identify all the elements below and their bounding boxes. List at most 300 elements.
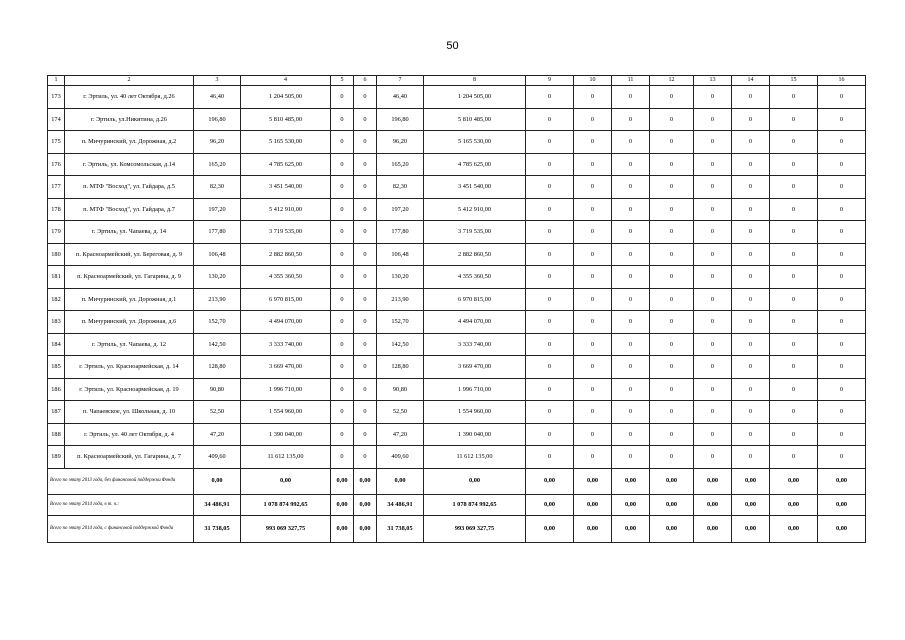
value-cell: 0 [612,176,650,199]
value-cell: 1 996 710,00 [424,378,526,401]
column-number-cell: 15 [770,76,818,86]
total-value-cell: 0,00 [650,468,694,494]
total-value-cell: 0,00 [574,515,612,542]
total-value-cell: 0,00 [526,515,574,542]
value-cell: 0 [770,176,818,199]
value-cell: 196,80 [194,108,241,131]
value-cell: 5 165 530,00 [241,131,331,154]
value-cell: 0 [694,176,732,199]
value-cell: 46,40 [194,86,241,109]
total-value-cell: 0,00 [732,515,770,542]
address-cell: г. Эртиль, ул. Чапаева, д. 12 [65,333,194,356]
value-cell: 47,20 [194,423,241,446]
total-value-cell: 0,00 [694,468,732,494]
value-cell: 0 [574,378,612,401]
total-value-cell: 0,00 [526,494,574,515]
column-number-cell: 13 [694,76,732,86]
address-cell: п. Красноармейский, ул. Гагарина, д. 7 [65,446,194,469]
value-cell: 177,80 [194,221,241,244]
value-cell: 165,20 [377,153,424,176]
row-number-cell: 179 [48,221,65,244]
value-cell: 0 [354,131,377,154]
total-value-cell: 0,00 [331,494,354,515]
value-cell: 0 [818,333,866,356]
row-number-cell: 175 [48,131,65,154]
value-cell: 0 [694,221,732,244]
value-cell: 4 494 070,00 [424,311,526,334]
column-number-row [48,76,866,86]
value-cell: 0 [574,266,612,289]
value-cell: 0 [732,176,770,199]
total-value-cell: 0,00 [770,515,818,542]
total-value-cell: 0,00 [650,494,694,515]
value-cell: 0 [694,333,732,356]
total-value-cell: 0,00 [818,515,866,542]
value-cell: 0 [526,153,574,176]
table-row [48,176,866,199]
address-cell: п. Мичуринский, ул. Дорожная, д.1 [65,288,194,311]
value-cell: 130,20 [377,266,424,289]
value-cell: 1 204 505,00 [424,86,526,109]
row-number-cell: 189 [48,446,65,469]
value-cell: 0 [770,198,818,221]
value-cell: 0 [574,401,612,424]
value-cell: 106,48 [377,243,424,266]
value-cell: 0 [574,356,612,379]
row-number-cell: 183 [48,311,65,334]
value-cell: 213,90 [194,288,241,311]
value-cell: 4 785 625,00 [241,153,331,176]
value-cell: 1 390 040,00 [241,423,331,446]
value-cell: 0 [354,401,377,424]
value-cell: 0 [650,86,694,109]
value-cell: 0 [526,221,574,244]
column-number-cell: 3 [194,76,241,86]
value-cell: 0 [770,356,818,379]
value-cell: 1 390 040,00 [424,423,526,446]
value-cell: 0 [694,198,732,221]
value-cell: 52,50 [377,401,424,424]
total-row [48,468,866,494]
value-cell: 0 [331,198,354,221]
row-number-cell: 185 [48,356,65,379]
value-cell: 0 [818,86,866,109]
total-value-cell: 0,00 [650,515,694,542]
value-cell: 0 [354,176,377,199]
value-cell: 0 [650,108,694,131]
value-cell: 0 [331,333,354,356]
total-value-cell: 993 069 327,75 [241,515,331,542]
address-cell: г. Эртиль, ул.Никитина, д.26 [65,108,194,131]
value-cell: 0 [694,446,732,469]
address-cell: г. Эртиль, ул. Комсомольская, д.14 [65,153,194,176]
table-row [48,266,866,289]
value-cell: 0 [732,423,770,446]
table-row [48,356,866,379]
column-number-cell: 14 [732,76,770,86]
value-cell: 0 [574,176,612,199]
value-cell: 0 [331,108,354,131]
value-cell: 0 [526,423,574,446]
page-number: 50 [446,40,459,52]
value-cell: 0 [526,266,574,289]
value-cell: 3 719 535,00 [424,221,526,244]
value-cell: 0 [612,266,650,289]
value-cell: 0 [574,86,612,109]
total-value-cell: 0,00 [612,515,650,542]
value-cell: 0 [574,131,612,154]
value-cell: 0 [574,288,612,311]
value-cell: 0 [612,243,650,266]
value-cell: 0 [331,86,354,109]
value-cell: 0 [770,86,818,109]
value-cell: 0 [612,378,650,401]
value-cell: 0 [694,311,732,334]
value-cell: 0 [354,86,377,109]
value-cell: 0 [650,401,694,424]
value-cell: 0 [331,131,354,154]
value-cell: 0 [354,311,377,334]
value-cell: 0 [331,401,354,424]
value-cell: 0 [732,266,770,289]
value-cell: 0 [574,423,612,446]
value-cell: 0 [732,378,770,401]
value-cell: 3 333 740,00 [424,333,526,356]
value-cell: 0 [694,86,732,109]
value-cell: 0 [331,356,354,379]
value-cell: 0 [612,311,650,334]
value-cell: 0 [818,356,866,379]
value-cell: 52,50 [194,401,241,424]
value-cell: 177,80 [377,221,424,244]
total-value-cell: 0,00 [612,494,650,515]
value-cell: 0 [818,266,866,289]
value-cell: 0 [770,266,818,289]
value-cell: 0 [354,356,377,379]
total-value-cell: 0,00 [194,468,241,494]
value-cell: 1 554 960,00 [424,401,526,424]
value-cell: 0 [526,243,574,266]
address-cell: п. Красноармейский, ул. Гагарина, д. 9 [65,266,194,289]
total-value-cell: 0,00 [331,515,354,542]
value-cell: 0 [574,243,612,266]
total-value-cell: 0,00 [732,468,770,494]
value-cell: 0 [574,198,612,221]
value-cell: 0 [574,333,612,356]
value-cell: 130,20 [194,266,241,289]
address-cell: п. Мичуринский, ул. Дорожная, д.2 [65,131,194,154]
value-cell: 0 [612,131,650,154]
table-row [48,401,866,424]
value-cell: 0 [612,288,650,311]
row-number-cell: 177 [48,176,65,199]
value-cell: 0 [354,221,377,244]
value-cell: 0 [770,333,818,356]
value-cell: 409,60 [194,446,241,469]
value-cell: 0 [526,288,574,311]
value-cell: 0 [650,243,694,266]
column-number-cell: 8 [424,76,526,86]
value-cell: 3 669 470,00 [424,356,526,379]
value-cell: 0 [574,311,612,334]
value-cell: 0 [770,131,818,154]
value-cell: 0 [612,221,650,244]
value-cell: 2 882 860,50 [424,243,526,266]
value-cell: 5 412 910,00 [241,198,331,221]
address-cell: п. МТФ "Восход", ул. Гайдара, д.5 [65,176,194,199]
value-cell: 0 [331,288,354,311]
value-cell: 0 [526,378,574,401]
total-label-cell: Всего по этапу 2014 года, в т. ч.: [48,494,194,515]
value-cell: 0 [354,153,377,176]
value-cell: 0 [818,153,866,176]
value-cell: 0 [574,446,612,469]
column-number-cell: 11 [612,76,650,86]
value-cell: 0 [526,198,574,221]
value-cell: 0 [354,243,377,266]
value-cell: 0 [770,108,818,131]
row-number-cell: 186 [48,378,65,401]
value-cell: 0 [650,446,694,469]
value-cell: 0 [526,131,574,154]
value-cell: 0 [770,311,818,334]
value-cell: 0 [612,446,650,469]
value-cell: 0 [612,86,650,109]
value-cell: 213,90 [377,288,424,311]
housing-register-table [47,75,866,543]
total-value-cell: 0,00 [694,494,732,515]
value-cell: 0 [526,176,574,199]
value-cell: 0 [526,446,574,469]
value-cell: 0 [331,446,354,469]
value-cell: 3 719 535,00 [241,221,331,244]
value-cell: 0 [526,333,574,356]
value-cell: 5 165 530,00 [424,131,526,154]
row-number-cell: 184 [48,333,65,356]
value-cell: 197,20 [194,198,241,221]
value-cell: 0 [818,131,866,154]
total-value-cell: 0,00 [241,468,331,494]
row-number-cell: 188 [48,423,65,446]
value-cell: 0 [354,108,377,131]
total-value-cell: 0,00 [354,515,377,542]
value-cell: 0 [694,401,732,424]
column-number-cell: 12 [650,76,694,86]
value-cell: 0 [732,198,770,221]
value-cell: 0 [770,243,818,266]
value-cell: 6 970 815,00 [241,288,331,311]
value-cell: 0 [650,131,694,154]
total-label-cell: Всего по этапу 2013 года, без финансовой поддержки Фонда [48,468,194,494]
total-value-cell: 0,00 [770,468,818,494]
value-cell: 5 412 910,00 [424,198,526,221]
table-row [48,288,866,311]
value-cell: 4 494 070,00 [241,311,331,334]
total-row [48,494,866,515]
value-cell: 0 [526,356,574,379]
value-cell: 409,60 [377,446,424,469]
total-label-cell: Всего по этапу 2014 года, с финансовой поддержкой Фонда [48,515,194,542]
total-value-cell: 0,00 [354,494,377,515]
value-cell: 0 [354,198,377,221]
value-cell: 0 [331,311,354,334]
address-cell: п. Мичуринский, ул. Дорожная, д.6 [65,311,194,334]
table-row [48,131,866,154]
value-cell: 142,50 [194,333,241,356]
total-value-cell: 0,00 [377,468,424,494]
value-cell: 0 [732,311,770,334]
value-cell: 128,80 [194,356,241,379]
value-cell: 0 [770,401,818,424]
table-row [48,153,866,176]
value-cell: 0 [818,311,866,334]
value-cell: 0 [612,423,650,446]
total-value-cell: 0,00 [694,515,732,542]
value-cell: 0 [818,446,866,469]
table-row [48,378,866,401]
value-cell: 0 [354,333,377,356]
value-cell: 0 [331,378,354,401]
total-value-cell: 0,00 [612,468,650,494]
address-cell: п. Чапаевское, ул. Школьная, д. 10 [65,401,194,424]
value-cell: 0 [694,153,732,176]
table-row [48,333,866,356]
value-cell: 196,80 [377,108,424,131]
value-cell: 0 [354,423,377,446]
column-number-cell: 2 [65,76,194,86]
value-cell: 96,20 [377,131,424,154]
column-number-cell: 1 [48,76,65,86]
value-cell: 0 [770,153,818,176]
address-cell: г. Эртиль, ул. Красноармейская, д. 14 [65,356,194,379]
value-cell: 11 612 135,00 [424,446,526,469]
value-cell: 0 [526,311,574,334]
value-cell: 0 [331,176,354,199]
table-row [48,108,866,131]
column-number-cell: 7 [377,76,424,86]
value-cell: 0 [526,86,574,109]
value-cell: 0 [818,243,866,266]
table-row [48,446,866,469]
column-number-cell: 4 [241,76,331,86]
total-value-cell: 0,00 [354,468,377,494]
value-cell: 0 [612,198,650,221]
value-cell: 0 [732,356,770,379]
value-cell: 1 554 960,00 [241,401,331,424]
value-cell: 0 [732,86,770,109]
value-cell: 4 355 360,50 [424,266,526,289]
row-number-cell: 187 [48,401,65,424]
value-cell: 128,80 [377,356,424,379]
value-cell: 0 [331,221,354,244]
value-cell: 0 [354,378,377,401]
value-cell: 0 [331,243,354,266]
value-cell: 0 [732,153,770,176]
value-cell: 82,30 [194,176,241,199]
table-row [48,198,866,221]
value-cell: 0 [354,446,377,469]
value-cell: 5 810 485,00 [424,108,526,131]
total-value-cell: 0,00 [424,468,526,494]
value-cell: 0 [770,378,818,401]
row-number-cell: 178 [48,198,65,221]
value-cell: 0 [650,288,694,311]
value-cell: 11 612 135,00 [241,446,331,469]
value-cell: 0 [331,423,354,446]
total-value-cell: 0,00 [574,468,612,494]
value-cell: 0 [694,266,732,289]
value-cell: 96,20 [194,131,241,154]
value-cell: 4 355 360,50 [241,266,331,289]
value-cell: 6 970 815,00 [424,288,526,311]
value-cell: 0 [612,153,650,176]
value-cell: 0 [650,356,694,379]
total-value-cell: 31 738,05 [194,515,241,542]
total-value-cell: 0,00 [770,494,818,515]
value-cell: 0 [574,221,612,244]
value-cell: 0 [650,266,694,289]
value-cell: 0 [818,198,866,221]
value-cell: 0 [650,176,694,199]
value-cell: 5 810 485,00 [241,108,331,131]
value-cell: 152,70 [194,311,241,334]
value-cell: 3 451 540,00 [241,176,331,199]
column-number-cell: 10 [574,76,612,86]
value-cell: 0 [694,356,732,379]
address-cell: г. Эртиль, ул. 40 лет Октября, д. 4 [65,423,194,446]
value-cell: 0 [818,108,866,131]
total-value-cell: 31 738,05 [377,515,424,542]
table-row [48,86,866,109]
value-cell: 0 [331,266,354,289]
column-number-cell: 5 [331,76,354,86]
value-cell: 165,20 [194,153,241,176]
value-cell: 197,20 [377,198,424,221]
row-number-cell: 173 [48,86,65,109]
value-cell: 0 [650,221,694,244]
value-cell: 3 451 540,00 [424,176,526,199]
row-number-cell: 181 [48,266,65,289]
value-cell: 106,48 [194,243,241,266]
value-cell: 0 [818,378,866,401]
value-cell: 0 [732,108,770,131]
value-cell: 0 [732,446,770,469]
value-cell: 0 [732,131,770,154]
value-cell: 0 [694,131,732,154]
address-cell: г. Эртиль, ул. 40 лет Октября, д.26 [65,86,194,109]
total-value-cell: 1 078 874 992,65 [424,494,526,515]
value-cell: 90,80 [377,378,424,401]
value-cell: 0 [612,108,650,131]
value-cell: 2 882 860,50 [241,243,331,266]
address-cell: г. Эртиль, ул. Чапаева, д. 14 [65,221,194,244]
row-number-cell: 174 [48,108,65,131]
value-cell: 152,70 [377,311,424,334]
value-cell: 0 [694,423,732,446]
value-cell: 46,40 [377,86,424,109]
value-cell: 0 [650,378,694,401]
value-cell: 0 [650,333,694,356]
row-number-cell: 180 [48,243,65,266]
total-value-cell: 993 069 327,75 [424,515,526,542]
value-cell: 0 [694,108,732,131]
table-row [48,311,866,334]
table-row [48,243,866,266]
value-cell: 0 [732,221,770,244]
value-cell: 0 [354,266,377,289]
value-cell: 0 [732,243,770,266]
value-cell: 0 [770,423,818,446]
